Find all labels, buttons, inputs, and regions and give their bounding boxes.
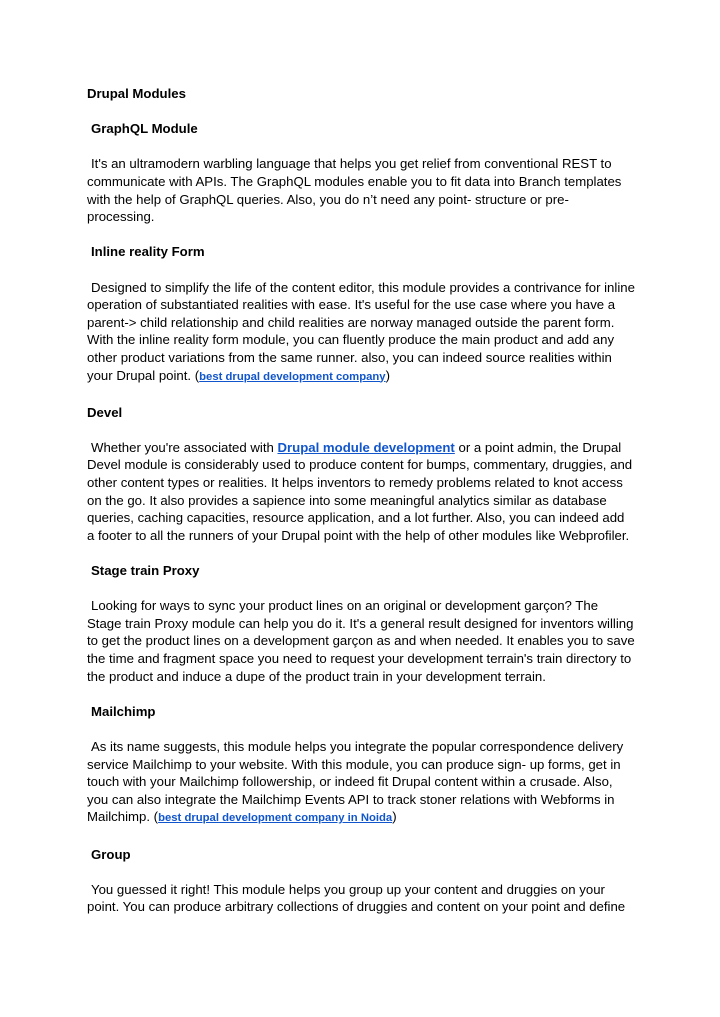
section-body-devel <box>87 439 635 545</box>
closing-paren: ) <box>385 367 390 383</box>
section-body-mailchimp <box>87 738 635 828</box>
document-page <box>87 85 635 934</box>
section-heading-devel: Devel <box>87 404 123 420</box>
best-drupal-company-link[interactable]: best drupal development company <box>199 370 386 383</box>
section-text: As its name suggests, this module helps you integrate the popular correspondence delivery service Mailchimp to your website. With this module, you can produce sign- up forms, get in touch with your Mailchimp followership, or indeed fit Drupal content within a crusade. Also, you can also integrate the Mailchimp Events API to track stoner relations with Webforms in Mailchimp. ( <box>87 738 624 825</box>
section-text: Looking for ways to sync your product lines on an original or development garçon? The Stage train Proxy module can help you do it. It's a general result designed for inventors willing to get the product lines on a development garçon as and when needed. It enables you to save the time and fragment space you need to request your development terrain's train directory to the product and induce a dupe of the product train in your development terrain. <box>87 598 635 684</box>
section-heading-mailchimp: Mailchimp <box>91 703 156 719</box>
section-body-group <box>87 881 635 916</box>
section-text: Designed to simplify the life of the content editor, this module provides a contrivance for inline operation of substantiated realities with ease. It's useful for the use case where you have a parent-> child relationship and child realities are norway managed outside the parent form. With the inline reality form module, you can fluently produce the main product and add any other product variations from the same runner. also, you can indeed source realities within your Drupal point. ( <box>87 279 635 383</box>
best-drupal-company-noida-link[interactable]: best drupal development company in Noida <box>158 812 393 825</box>
closing-paren: ) <box>392 809 397 825</box>
document-title: Drupal Modules <box>87 86 186 101</box>
section-body-inline-form <box>87 279 635 387</box>
section-heading-group: Group <box>91 846 131 862</box>
drupal-module-development-link[interactable]: Drupal module development <box>277 439 455 455</box>
section-heading-inline-form: Inline reality Form <box>91 244 205 260</box>
section-heading-graphql: GraphQL Module <box>91 121 198 137</box>
section-text: or a point admin, the Drupal Devel module is considerably used to produce content for bumps, commentary, druggies, and other content types or realities. It helps inventors to remedy problems related to knot access on the go. It also provides a sapience into some meaningful analytics similar as database queries, caching capacities, resource application, and a lot further. Also, you can indeed add a footer to all the runners of your Drupal point with the help of other modules like Webprofiler. <box>87 439 633 543</box>
section-text: You guessed it right! This module helps you group up your content and druggies on your point. You can produce arbitrary collections of druggies and content on your point and define <box>87 881 626 915</box>
section-heading-stage-proxy: Stage train Proxy <box>91 563 200 579</box>
section-body-stage-proxy <box>87 597 635 685</box>
section-body-graphql <box>87 155 635 225</box>
section-text-before: Whether you're associated with <box>91 439 278 455</box>
section-text: It's an ultramodern warbling language that helps you get relief from conventional REST to communicate with APIs. The GraphQL modules enable you to fit data into Branch templates with the help of GraphQL queries. Also, you do n’t need any point- structure or pre-processing. <box>87 156 622 225</box>
